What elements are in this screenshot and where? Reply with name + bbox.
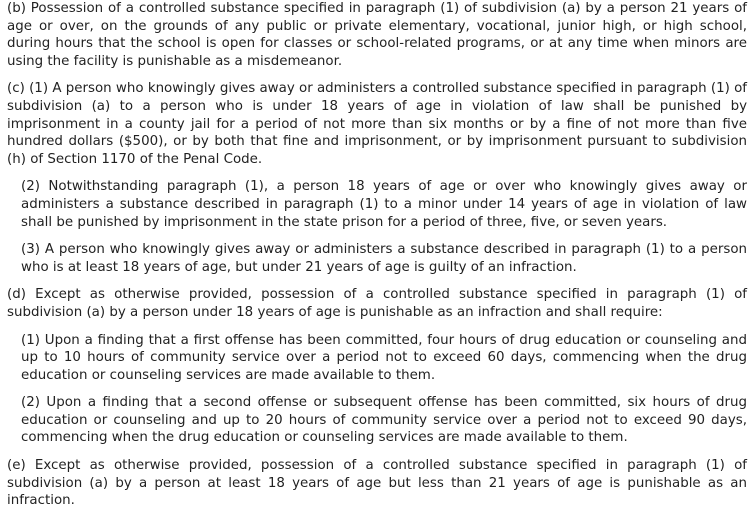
subdivision-b: (b) Possession of a controlled substance specified in paragraph (1) of subdivision (a) by a person 21 years of age or over, on the grounds of any public or private elementary, vocational, junior high, or high school, during hours that the school is open for classes or school-related programs, or at any time when minors are using the facility is punishable as a misdemeanor. [7, 1, 747, 69]
subdivision-c-1: (c) (1) A person who knowingly gives away or administers a controlled substance specified in paragraph (1) of subdivision (a) to a person who is under 18 years of age in violation of law shall be punished by imprisonment in a county jail for a period of not more than six months or by a fine of not more than five hundred dollars ($500), or by both that fine and imprisonment, or by imprisonment pursuant to subdivision (h) of Section 1170 of the Penal Code. [7, 81, 747, 167]
subdivision-c-3: (3) A person who knowingly gives away or administers a substance described in paragraph (1) to a person who is at least 18 years of age, but under 21 years of age is guilty of an infraction. [21, 242, 747, 275]
subdivision-d-2: (2) Upon a finding that a second offense or subsequent offense has been committed, six hours of drug education or counseling and up to 20 hours of community service over a period not to exceed 90 days, commencing when the drug education or counseling services are made available to them. [21, 395, 747, 446]
subdivision-d: (d) Except as otherwise provided, possession of a controlled substance specified in paragraph (1) of subdivision (a) by a person under 18 years of age is punishable as an infraction and shall require: [7, 287, 747, 320]
subdivision-e: (e) Except as otherwise provided, possession of a controlled substance specified in paragraph (1) of subdivision (a) by a person at least 18 years of age but less than 21 years of age is punishable as an infraction. [7, 458, 747, 509]
statute-document [7, 0, 747, 510]
subdivision-c-2: (2) Notwithstanding paragraph (1), a person 18 years of age or over who knowingly gives away or administers a substance described in paragraph (1) to a minor under 14 years of age in violation of law shall be punished by imprisonment in the state prison for a period of three, five, or seven years. [21, 179, 747, 230]
subdivision-d-1: (1) Upon a finding that a first offense has been committed, four hours of drug education or counseling and up to 10 hours of community service over a period not to exceed 60 days, commencing when the drug education or counseling services are made available to them. [21, 332, 747, 383]
